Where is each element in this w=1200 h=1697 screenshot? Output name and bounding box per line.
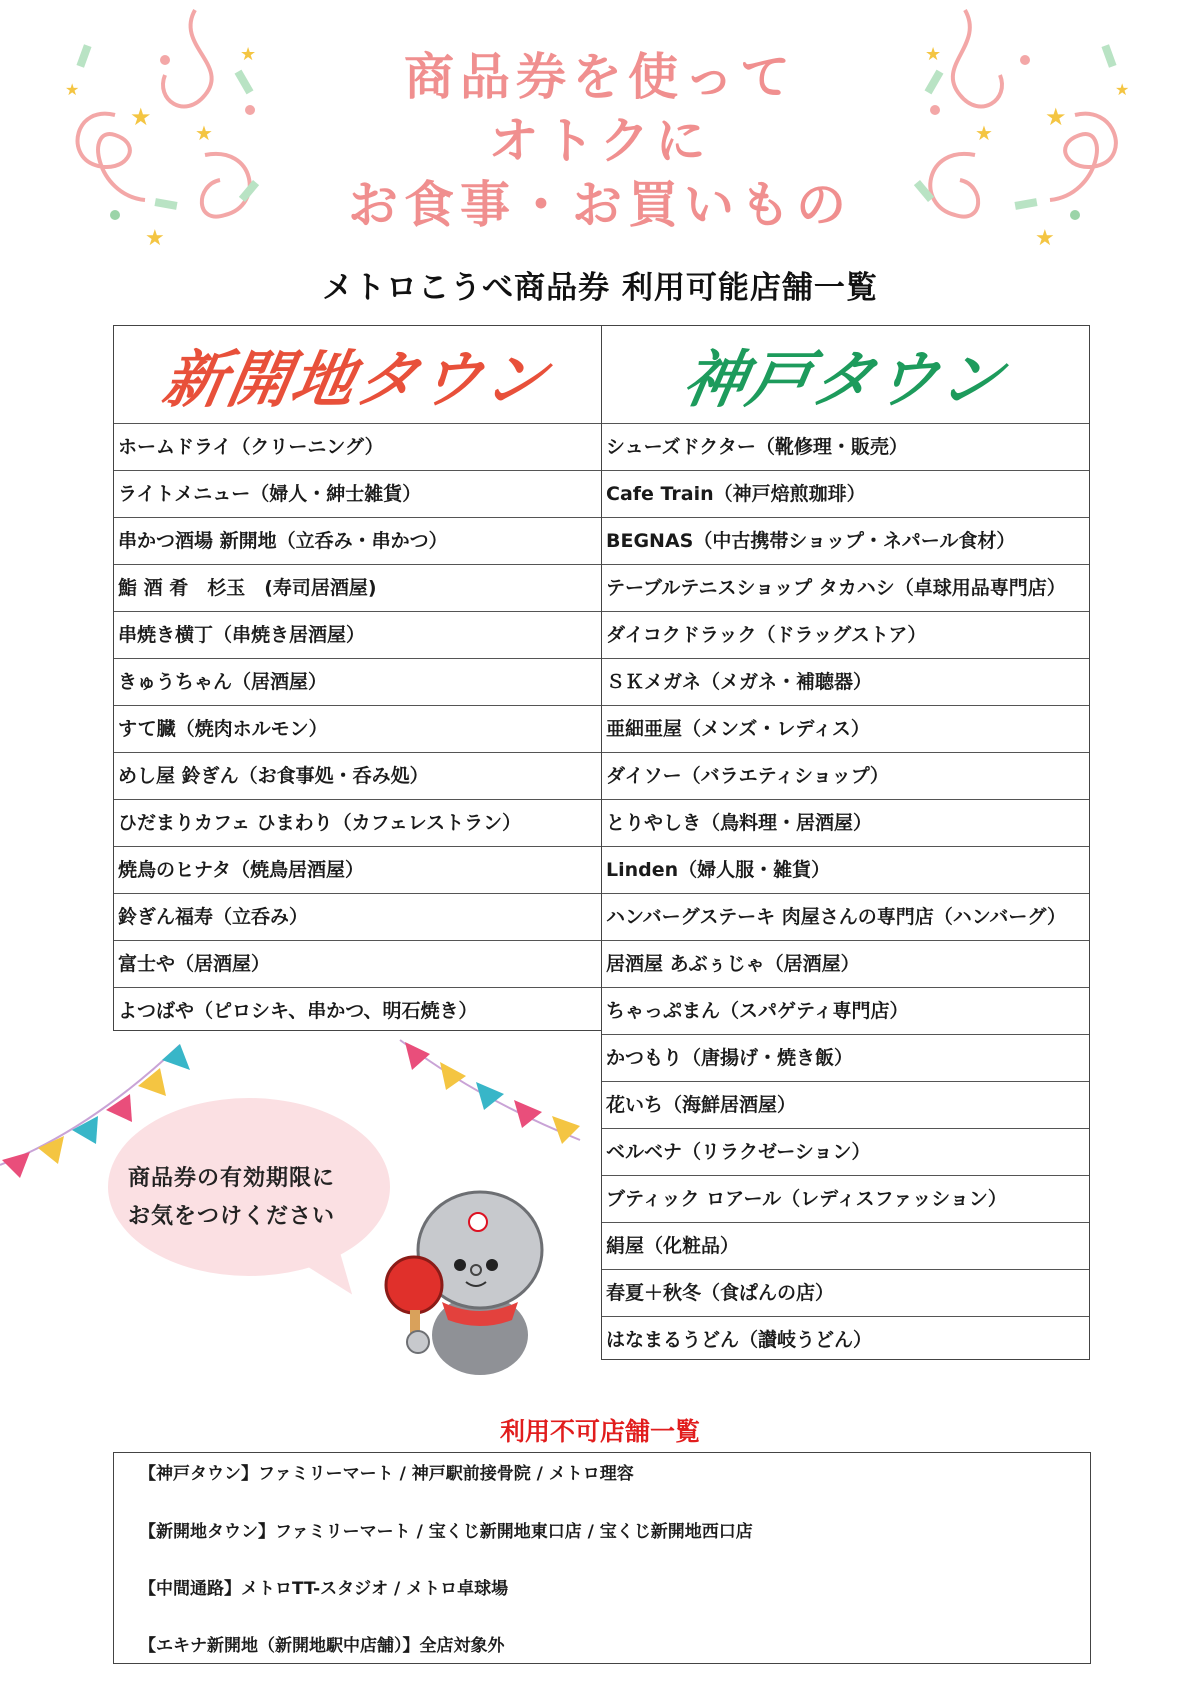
- shinkaichi-town-logo: 新開地タウン: [158, 343, 556, 416]
- svg-text:★: ★: [1045, 103, 1067, 131]
- svg-text:★: ★: [130, 103, 152, 131]
- store-row: よつばや（ピロシキ、串かつ、明石焼き）: [118, 1000, 478, 1022]
- svg-text:★: ★: [65, 80, 80, 99]
- store-row: 花いち（海鮮居酒屋）: [602, 1082, 1089, 1129]
- store-row: 春夏＋秋冬（食ぱんの店）: [602, 1270, 1089, 1317]
- store-row: ダイソー（バラエティショップ）: [602, 753, 1089, 800]
- svg-text:★: ★: [1115, 80, 1130, 99]
- store-row: ダイコクドラック（ドラッグストア）: [602, 612, 1089, 659]
- shinkaichi-town-column: [113, 325, 602, 1031]
- store-row: 居酒屋 あぶぅじゃ（居酒屋）: [602, 941, 1089, 988]
- store-row: 串焼き横丁（串焼き居酒屋）: [114, 612, 601, 659]
- store-row: めし屋 鈴ぎん（お食事処・呑み処）: [114, 753, 601, 800]
- svg-text:★: ★: [975, 121, 993, 145]
- store-row: ハンバーグステーキ 肉屋さんの専門店（ハンバーグ）: [602, 894, 1089, 941]
- store-row: テーブルテニスショップ タカハシ（卓球用品専門店）: [602, 565, 1089, 612]
- store-row: とりやしき（鳥料理・居酒屋）: [602, 800, 1089, 847]
- store-row: 鈴ぎん福寿（立呑み）: [114, 894, 601, 941]
- unavailable-item-kobe: 【神戸タウン】ファミリーマート / 神戸駅前接骨院 / メトロ理容: [139, 1464, 634, 1484]
- store-row: ＳＫメガネ（メガネ・補聴器）: [602, 659, 1089, 706]
- store-row: 富士や（居酒屋）: [114, 941, 601, 988]
- store-row: シューズドクター（靴修理・販売）: [602, 424, 1089, 471]
- store-row: Linden（婦人服・雑貨）: [602, 847, 1089, 894]
- unavailable-item-ekina: 【エキナ新開地（新開地駅中店舗）】全店対象外: [139, 1636, 505, 1656]
- kobe-store-list: [602, 424, 1089, 1364]
- store-row: 絹屋（化粧品）: [602, 1223, 1089, 1270]
- kobe-town-logo: 神戸タウン: [678, 343, 1012, 416]
- store-row: 串かつ酒場 新開地（立呑み・串かつ）: [114, 518, 601, 565]
- store-row: ライトメニュー（婦人・紳士雑貨）: [114, 471, 601, 518]
- notice-line-2: お気をつけください: [128, 1204, 336, 1229]
- notice-text: [128, 1160, 388, 1236]
- store-row: はなまるうどん（讃岐うどん）: [606, 1329, 873, 1351]
- store-row: 鮨 酒 肴 杉玉 (寿司居酒屋): [114, 565, 601, 612]
- svg-text:★: ★: [145, 226, 165, 251]
- store-row: ブティック ロアール（レディスファッション）: [602, 1176, 1089, 1223]
- shinkaichi-town-header: [114, 326, 601, 424]
- headline-line-3: お食事・お買いもの: [348, 176, 852, 234]
- unavailable-stores-box: [113, 1452, 1091, 1664]
- svg-text:★: ★: [240, 44, 257, 65]
- notice-line-1: 商品券の有効期限に: [128, 1166, 336, 1191]
- svg-text:★: ★: [195, 121, 213, 145]
- unavailable-stores-title: 利用不可店舗一覧: [499, 1417, 700, 1446]
- headline-line-1: 商品券を使って: [404, 48, 796, 106]
- store-row: 亜細亜屋（メンズ・レディス）: [602, 706, 1089, 753]
- store-row: かつもり（唐揚げ・焼き飯）: [602, 1035, 1089, 1082]
- headline: [0, 45, 1200, 237]
- page-title: メトロこうべ商品券 利用可能店舗一覧: [322, 270, 878, 306]
- svg-text:★: ★: [925, 44, 942, 65]
- store-row: ホームドライ（クリーニング）: [114, 424, 601, 471]
- headline-line-2: オトクに: [488, 112, 712, 170]
- store-row: Cafe Train（神戸焙煎珈琲）: [602, 471, 1089, 518]
- store-row: ベルベナ（リラクゼーション）: [602, 1129, 1089, 1176]
- kobe-town-column: [601, 325, 1090, 1360]
- unavailable-item-passage: 【中間通路】メトロTT-スタジオ / メトロ卓球場: [139, 1579, 509, 1599]
- store-row: BEGNAS（中古携帯ショップ・ネパール食材）: [602, 518, 1089, 565]
- store-row: ちゃっぷまん（スパゲティ専門店）: [602, 988, 1089, 1035]
- mascot-character-illustration: [380, 1170, 580, 1380]
- store-row: すて臓（焼肉ホルモン）: [114, 706, 601, 753]
- store-row: 焼鳥のヒナタ（焼鳥居酒屋）: [114, 847, 601, 894]
- unavailable-item-shinkaichi: 【新開地タウン】ファミリーマート / 宝くじ新開地東口店 / 宝くじ新開地西口店: [139, 1522, 753, 1542]
- store-row: ひだまりカフェ ひまわり（カフェレストラン）: [114, 800, 601, 847]
- shinkaichi-store-list: [114, 424, 601, 1035]
- svg-text:★: ★: [1035, 226, 1055, 251]
- kobe-town-header: [602, 326, 1089, 424]
- store-row: きゅうちゃん（居酒屋）: [114, 659, 601, 706]
